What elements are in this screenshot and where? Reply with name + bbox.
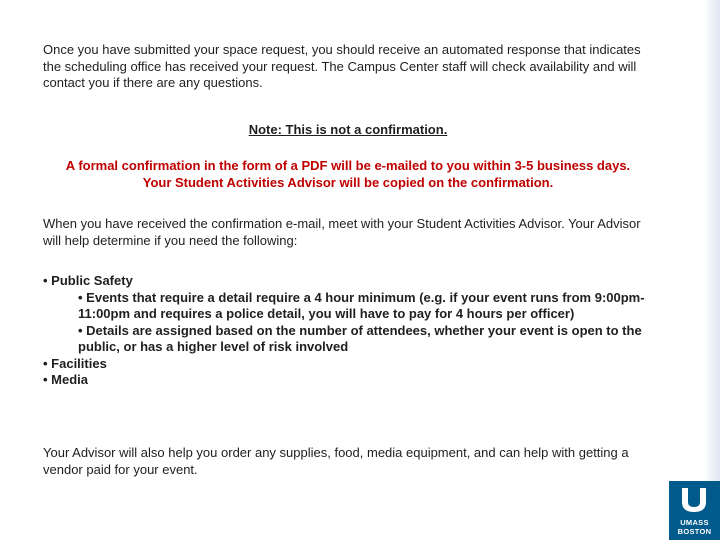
list-item-public-safety: • Public Safety [43, 273, 133, 288]
slide-content [43, 42, 648, 477]
note-heading: Note: This is not a confirmation. [248, 122, 448, 137]
formal-confirmation-notice [43, 158, 653, 191]
logo-text-boston: BOSTON [677, 527, 712, 536]
list-subitem-detail-assignment: • Details are assigned based on the number of attendees, whether your event is open to the public, or has a higher level of risk involved [78, 322, 642, 354]
requirements-list [43, 273, 653, 389]
list-item-media: • Media [43, 372, 89, 387]
intro-paragraph: Once you have submitted your space request, you should receive an automated response that indicates the scheduling office has received your request. The Campus Center staff will check availability and will contact you if there are any questions. [43, 42, 641, 90]
list-item-facilities: • Facilities [43, 355, 107, 371]
logo-text-umass: UMASS [680, 518, 709, 527]
side-gradient-bar [704, 0, 720, 540]
umass-boston-logo [669, 481, 720, 540]
closing-paragraph: Your Advisor will also help you order any supplies, food, media equipment, and can help with getting a vendor paid for your event. [43, 445, 629, 477]
formal-notice-line-2: Your Student Activities Advisor will be copied on the confirmation. [142, 174, 554, 190]
advisor-paragraph: When you have received the confirmation e-mail, meet with your Student Activities Advisor. Your Advisor will help determine if you need the following: [43, 216, 641, 248]
formal-notice-line-1: A formal confirmation in the form of a PDF will be e-mailed to you within 3-5 business days. [65, 158, 631, 173]
umass-mark-icon [679, 486, 709, 514]
list-subitem-detail-minimum: • Events that require a detail require a 4 hour minimum (e.g. if your event runs from 9:00pm-11:00pm and requires a police detail, you will have to pay for 4 hours per officer) [78, 289, 645, 321]
